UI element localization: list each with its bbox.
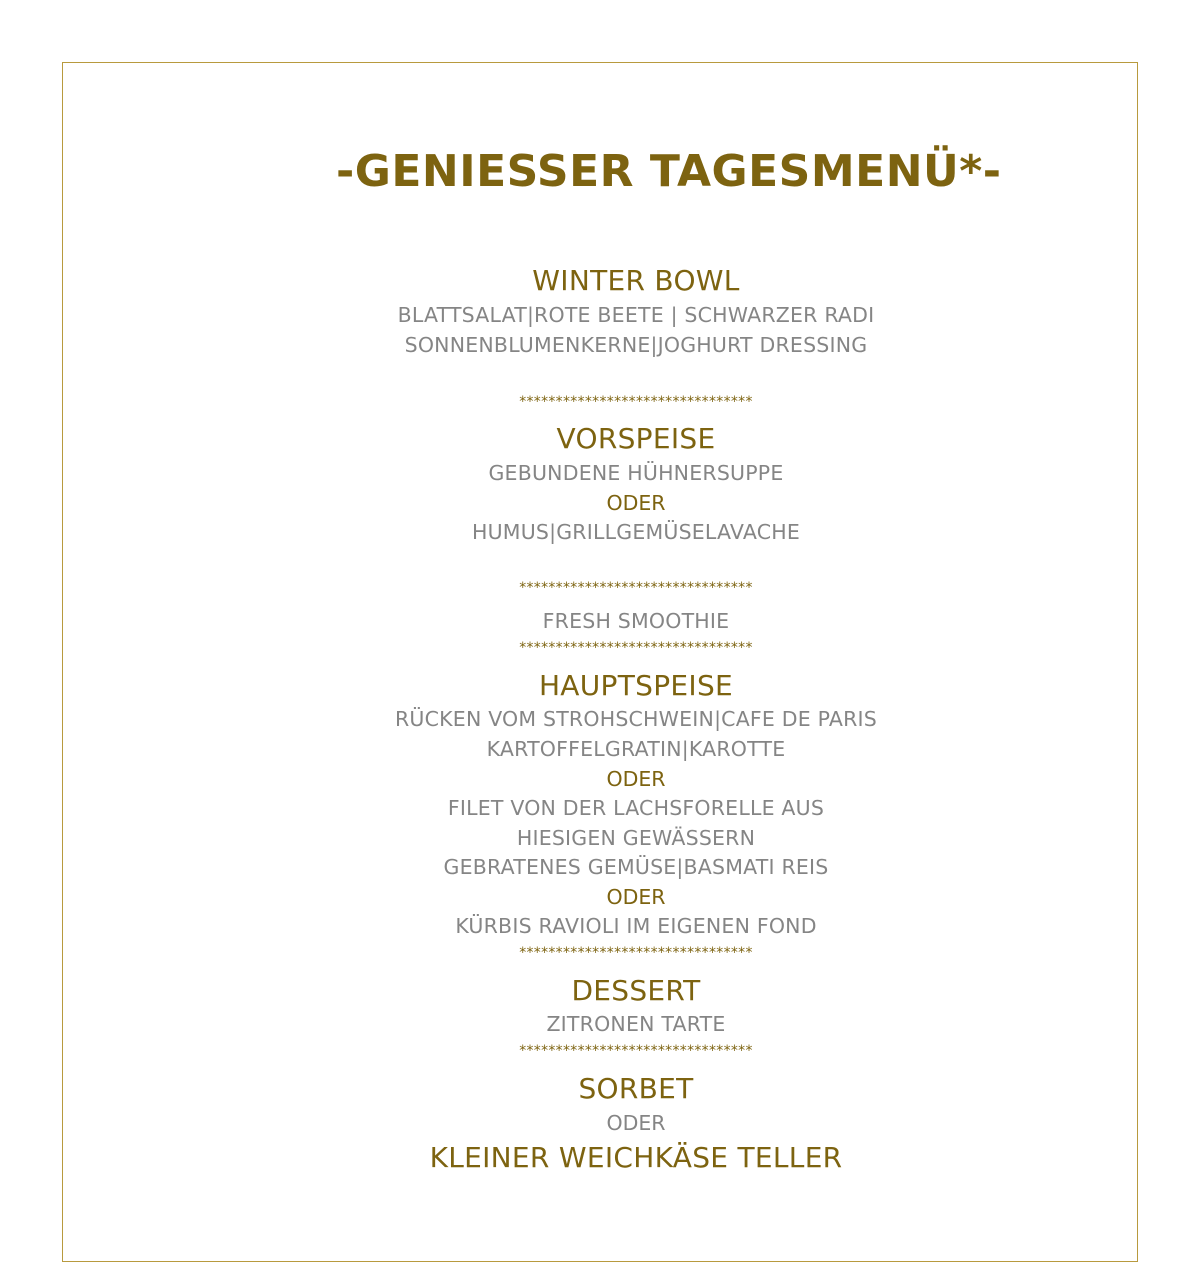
oder-label: ODER [606, 767, 666, 791]
separator: ******************************** [519, 394, 753, 410]
dessert-item: ZITRONEN TARTE [546, 1012, 726, 1036]
hauptspeise-heading: HAUPTSPEISE [538, 669, 734, 702]
smoothie-item: FRESH SMOOTHIE [542, 609, 730, 633]
separator: ******************************** [519, 580, 753, 596]
dessert-heading: DESSERT [571, 974, 701, 1007]
menu-title: -GENIESSER TAGESMENÜ*- [336, 146, 1002, 197]
hauptspeise-option: KÜRBIS RAVIOLI IM EIGENEN FOND [455, 914, 817, 938]
menu-content [336, 0, 1002, 1200]
separator: ******************************** [519, 1043, 753, 1059]
hauptspeise-option: GEBRATENES GEMÜSE|BASMATI REIS [443, 855, 829, 879]
hauptspeise-option: FILET VON DER LACHSFORELLE AUS [447, 796, 825, 820]
winter-bowl-heading: WINTER BOWL [532, 264, 740, 297]
vorspeise-heading: VORSPEISE [556, 422, 716, 455]
hauptspeise-option: HIESIGEN GEWÄSSERN [516, 826, 756, 850]
oder-label: ODER [606, 1111, 666, 1135]
winter-bowl-line: BLATTSALAT|ROTE BEETE | SCHWARZER RADI [397, 303, 875, 327]
hauptspeise-option: RÜCKEN VOM STROHSCHWEIN|CAFE DE PARIS [394, 707, 878, 731]
cheese-plate-heading: KLEINER WEICHKÄSE TELLER [429, 1141, 843, 1174]
separator: ******************************** [519, 640, 753, 656]
winter-bowl-line: SONNENBLUMENKERNE|JOGHURT DRESSING [404, 333, 868, 357]
hauptspeise-option: KARTOFFELGRATIN|KAROTTE [486, 737, 786, 761]
vorspeise-option: HUMUS|GRILLGEMÜSELAVACHE [471, 520, 800, 544]
separator: ******************************** [519, 945, 753, 961]
oder-label: ODER [606, 491, 666, 515]
oder-label: ODER [606, 885, 666, 909]
sorbet-heading: SORBET [578, 1072, 694, 1105]
vorspeise-option: GEBUNDENE HÜHNERSUPPE [488, 461, 784, 485]
